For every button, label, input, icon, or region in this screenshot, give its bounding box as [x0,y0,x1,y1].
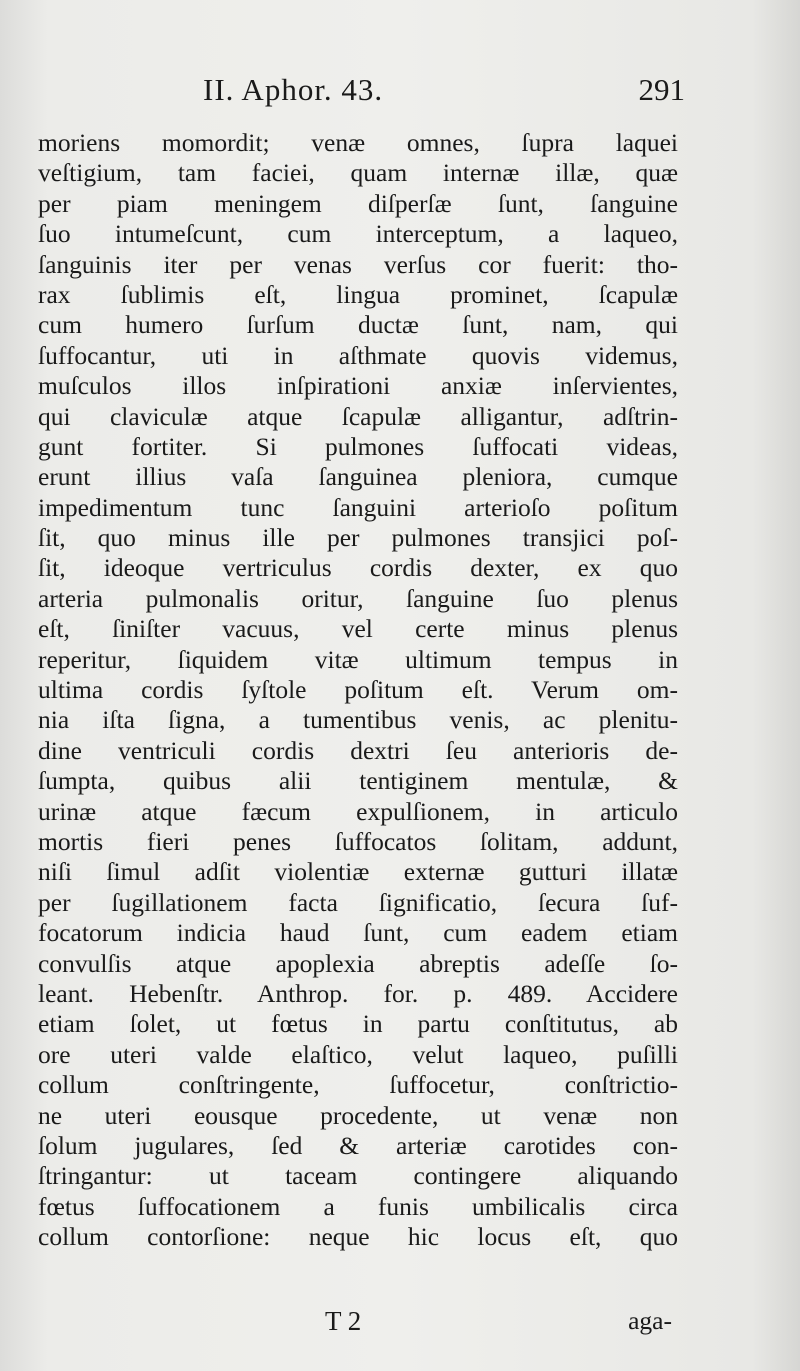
text-line: collum conſtringente, ſuffocetur, conſtrictio- [38,1070,678,1100]
text-line: veſtigium, tam faciei, quam internæ illæ, quæ [38,158,678,188]
text-line: ſumpta, quibus alii tentiginem mentulæ, & [38,766,678,796]
text-line: collum contorſione: neque hic locus eſt, quo [38,1222,678,1252]
text-line: mortis fieri penes ſuffocatos ſolitam, addunt, [38,826,678,856]
running-title: II. Aphor. 43. [203,72,384,107]
text-line: gunt fortiter. Si pulmones ſuffocati videas, [38,431,678,461]
text-line: ſit, ideoque vertriculus cordis dexter, ex quo [38,553,678,583]
text-line: reperitur, ſiquidem vitæ ultimum tempus in [38,644,678,674]
text-line: fœtus ſuffocationem a funis umbilicalis circa [38,1191,678,1221]
text-line: ſuo intumeſcunt, cum interceptum, a laqueo, [38,219,678,249]
text-line: niſi ſimul adſit violentiæ externæ gutturi illatæ [38,857,678,887]
text-line: ultima cordis ſyſtole poſitum eſt. Verum om- [38,675,678,705]
text-line: per piam meningem diſperſæ ſunt, ſanguine [38,188,678,218]
text-line: muſculos illos inſpirationi anxiæ inſervientes, [38,371,678,401]
text-line: focatorum indicia haud ſunt, cum eadem etiam [38,918,678,948]
text-line: ſtringantur: ut taceam contingere aliquando [38,1161,678,1191]
text-line: ſolum jugulares, ſed & arteriæ carotides con- [38,1130,678,1160]
catchword: aga- [628,1306,672,1335]
text-line: etiam ſolet, ut fœtus in partu conſtitutus, ab [38,1009,678,1039]
page-number: 291 [638,72,685,107]
text-line: rax ſublimis eſt, lingua prominet, ſcapulæ [38,279,678,309]
text-line: eſt, ſiniſter vacuus, vel certe minus plenus [38,614,678,644]
signature-mark: T 2 [325,1306,362,1336]
text-line: ore uteri valde elaſtico, velut laqueo, puſilli [38,1039,678,1069]
text-line: leant. Hebenſtr. Anthrop. for. p. 489. Accidere [38,978,678,1008]
text-line: nia iſta ſigna, a tumentibus venis, ac plenitu- [38,705,678,735]
text-line: urinæ atque fæcum expulſionem, in articulo [38,796,678,826]
text-line: qui claviculæ atque ſcapulæ alligantur, adſtrin- [38,401,678,431]
page-header [0,72,800,112]
text-line: cum humero ſurſum ductæ ſunt, nam, qui [38,310,678,340]
text-line: ne uteri eousque procedente, ut venæ non [38,1100,678,1130]
text-line: impedimentum tunc ſanguini arterioſo poſitum [38,492,678,522]
text-line: arteria pulmonalis oritur, ſanguine ſuo plenus [38,583,678,613]
text-line: ſanguinis iter per venas verſus cor fuerit: tho- [38,249,678,279]
text-line: ſuffocantur, uti in aſthmate quovis videmus, [38,340,678,370]
text-line: convulſis atque apoplexia abreptis adeſſe ſo- [38,948,678,978]
body-text [38,128,678,1252]
text-line: per ſugillationem facta ſignificatio, ſecura ſuf- [38,887,678,917]
text-line: dine ventriculi cordis dextri ſeu anterioris de- [38,735,678,765]
text-line: erunt illius vaſa ſanguinea pleniora, cumque [38,462,678,492]
text-line: moriens momordit; venæ omnes, ſupra laquei [38,128,678,157]
page-footer [0,1306,800,1346]
text-line: ſit, quo minus ille per pulmones transjici poſ- [38,523,678,553]
